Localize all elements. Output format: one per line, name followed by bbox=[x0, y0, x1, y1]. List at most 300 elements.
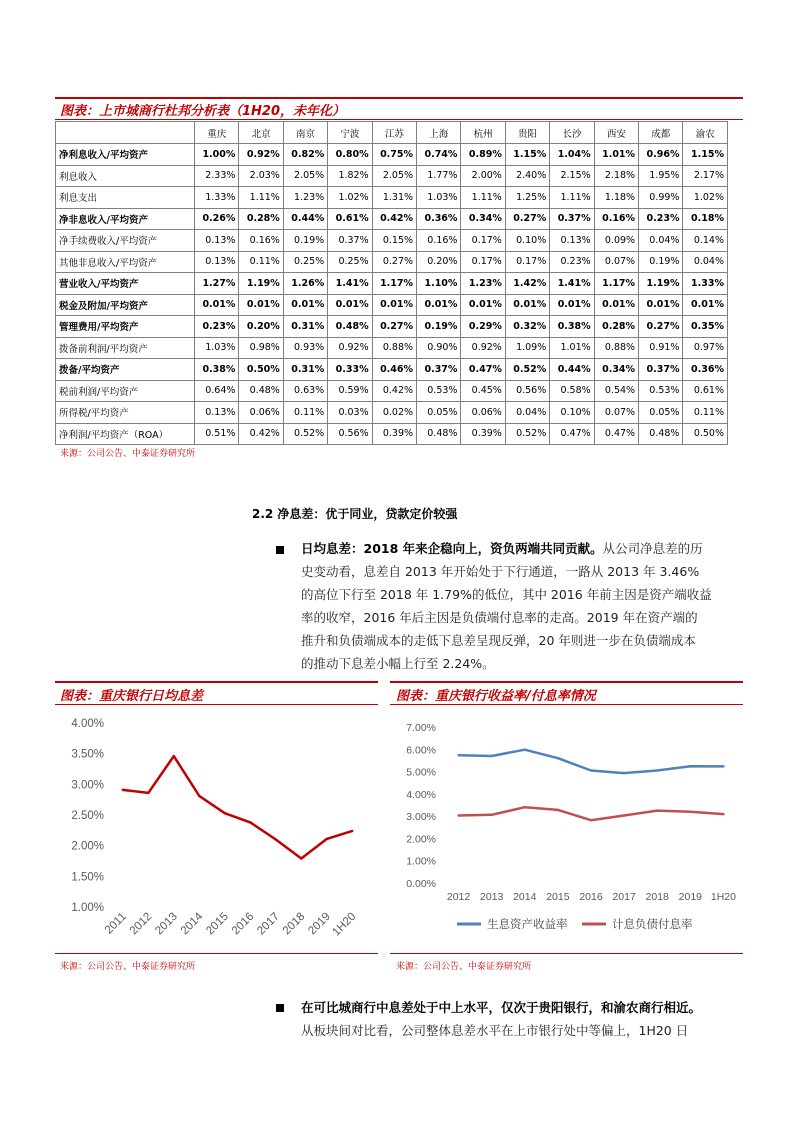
table-cell: 0.27% bbox=[372, 316, 416, 338]
table-cell: 2.03% bbox=[239, 165, 283, 187]
column-header: 江苏 bbox=[372, 122, 416, 144]
table-cell: 0.88% bbox=[594, 337, 638, 359]
table-cell: 0.01% bbox=[639, 294, 683, 316]
table-cell: 0.31% bbox=[283, 316, 327, 338]
x-tick-label: 2012 bbox=[446, 891, 471, 903]
table-cell: 0.01% bbox=[372, 294, 416, 316]
data-point bbox=[623, 772, 625, 774]
table-row bbox=[56, 423, 728, 445]
table-cell: 0.38% bbox=[550, 316, 594, 338]
row-label: 所得税/平均资产 bbox=[56, 402, 195, 424]
table-cell: 0.17% bbox=[505, 251, 549, 273]
table-cell: 0.10% bbox=[505, 230, 549, 252]
row-label: 拨备前利润/平均资产 bbox=[56, 337, 195, 359]
table-cell: 1.42% bbox=[505, 273, 549, 295]
table-row bbox=[56, 251, 728, 273]
table-cell: 0.48% bbox=[239, 380, 283, 402]
table-row bbox=[56, 316, 728, 338]
table-row bbox=[56, 402, 728, 424]
table-cell: 0.97% bbox=[683, 337, 728, 359]
table-cell: 1.01% bbox=[594, 144, 638, 166]
table-cell: 2.05% bbox=[372, 165, 416, 187]
y-tick-label: 1.00% bbox=[71, 902, 104, 914]
table-cell: 1.03% bbox=[195, 337, 239, 359]
table-cell: 0.93% bbox=[283, 337, 327, 359]
table-cell: 0.33% bbox=[328, 359, 372, 381]
table-cell: 2.33% bbox=[195, 165, 239, 187]
table-cell: 0.13% bbox=[550, 230, 594, 252]
table-cell: 0.36% bbox=[417, 208, 461, 230]
table-cell: 0.01% bbox=[239, 294, 283, 316]
table-cell: 1.04% bbox=[550, 144, 594, 166]
dupont-table bbox=[55, 121, 728, 445]
column-header: 西安 bbox=[594, 122, 638, 144]
legend-label: 计息负债付息率 bbox=[612, 919, 693, 931]
table-cell: 0.92% bbox=[461, 337, 505, 359]
table-cell: 0.07% bbox=[594, 251, 638, 273]
table-cell: 0.17% bbox=[461, 230, 505, 252]
table-cell: 0.47% bbox=[550, 423, 594, 445]
row-label: 其他非息收入/平均资产 bbox=[56, 251, 195, 273]
table-cell: 0.28% bbox=[239, 208, 283, 230]
row-label: 营业收入/平均资产 bbox=[56, 273, 195, 295]
nim-line-chart bbox=[55, 705, 378, 948]
table-cell: 0.01% bbox=[328, 294, 372, 316]
y-tick-label: 3.00% bbox=[406, 811, 436, 824]
table-cell: 1.09% bbox=[505, 337, 549, 359]
table-cell: 1.17% bbox=[372, 273, 416, 295]
table-cell: 1.77% bbox=[417, 165, 461, 187]
table-row bbox=[56, 359, 728, 381]
table-cell: 0.37% bbox=[328, 230, 372, 252]
table-cell: 0.01% bbox=[283, 294, 327, 316]
column-header: 渝农 bbox=[683, 122, 728, 144]
table-row bbox=[56, 187, 728, 209]
x-tick-label: 1H20 bbox=[710, 891, 736, 903]
table-title-rule bbox=[55, 119, 743, 120]
table-title: 图表：上市城商行杜邦分析表（1H20，未年化） bbox=[60, 104, 346, 119]
table-cell: 1.03% bbox=[417, 187, 461, 209]
table-cell: 0.48% bbox=[639, 423, 683, 445]
table-cell: 0.16% bbox=[239, 230, 283, 252]
table-cell: 0.16% bbox=[594, 208, 638, 230]
table-cell: 0.98% bbox=[239, 337, 283, 359]
x-tick-label: 2011 bbox=[102, 910, 129, 937]
table-cell: 0.44% bbox=[550, 359, 594, 381]
table-cell: 0.34% bbox=[594, 359, 638, 381]
table-cell: 0.48% bbox=[328, 316, 372, 338]
table-cell: 1.02% bbox=[328, 187, 372, 209]
table-cell: 0.17% bbox=[461, 251, 505, 273]
table-cell: 1.11% bbox=[461, 187, 505, 209]
table-cell: 0.80% bbox=[328, 144, 372, 166]
table-cell: 0.20% bbox=[417, 251, 461, 273]
x-tick-label: 2019 bbox=[678, 891, 703, 903]
table-cell: 0.47% bbox=[461, 359, 505, 381]
table-cell: 2.40% bbox=[505, 165, 549, 187]
table-cell: 0.61% bbox=[328, 208, 372, 230]
x-tick-label: 2019 bbox=[306, 910, 333, 938]
table-header-row bbox=[56, 122, 728, 144]
row-label: 利息支出 bbox=[56, 187, 195, 209]
table-cell: 1.31% bbox=[372, 187, 416, 209]
data-point bbox=[490, 814, 492, 816]
series-line bbox=[123, 756, 352, 858]
column-header: 宁波 bbox=[328, 122, 372, 144]
column-header: 北京 bbox=[239, 122, 283, 144]
table-row bbox=[56, 165, 728, 187]
table-cell: 0.02% bbox=[372, 402, 416, 424]
table-cell: 0.05% bbox=[639, 402, 683, 424]
data-point bbox=[351, 830, 353, 832]
table-cell: 0.06% bbox=[239, 402, 283, 424]
table-cell: 2.15% bbox=[550, 165, 594, 187]
column-header: 贵阳 bbox=[505, 122, 549, 144]
table-cell: 0.52% bbox=[505, 359, 549, 381]
table-cell: 1.17% bbox=[594, 273, 638, 295]
row-label: 税前利润/平均资产 bbox=[56, 380, 195, 402]
data-point bbox=[524, 749, 526, 751]
table-cell: 1.15% bbox=[505, 144, 549, 166]
x-tick-label: 2017 bbox=[612, 891, 636, 903]
data-point bbox=[689, 810, 691, 812]
table-cell: 0.48% bbox=[417, 423, 461, 445]
table-cell: 0.01% bbox=[550, 294, 594, 316]
data-point bbox=[198, 795, 200, 797]
table-cell: 0.11% bbox=[283, 402, 327, 424]
table-cell: 0.42% bbox=[372, 208, 416, 230]
table-cell: 0.53% bbox=[639, 380, 683, 402]
table-cell: 0.91% bbox=[639, 337, 683, 359]
x-tick-label: 2018 bbox=[645, 891, 669, 903]
table-cell: 0.03% bbox=[328, 402, 372, 424]
table-row bbox=[56, 230, 728, 252]
table-cell: 0.75% bbox=[372, 144, 416, 166]
table-row bbox=[56, 144, 728, 166]
para-lead: 在可比城商行中息差处于中上水平，仅次于贵阳银行，和渝农商行相近。 bbox=[301, 1000, 702, 1015]
data-point bbox=[300, 857, 302, 859]
data-point bbox=[590, 769, 592, 771]
data-point bbox=[623, 814, 625, 816]
y-tick-label: 2.00% bbox=[71, 840, 104, 853]
table-cell: 1.25% bbox=[505, 187, 549, 209]
table-cell: 0.11% bbox=[683, 402, 728, 424]
row-label: 净利润/平均资产（ROA） bbox=[56, 423, 195, 445]
table-cell: 2.17% bbox=[683, 165, 728, 187]
x-tick-label: 2018 bbox=[280, 910, 308, 938]
table-cell: 1.41% bbox=[550, 273, 594, 295]
table-cell: 0.19% bbox=[639, 251, 683, 273]
table-cell: 1.95% bbox=[639, 165, 683, 187]
table-cell: 0.05% bbox=[417, 402, 461, 424]
data-point bbox=[457, 814, 459, 816]
table-cell: 0.16% bbox=[417, 230, 461, 252]
x-tick-label: 2012 bbox=[127, 910, 155, 938]
table-cell: 0.36% bbox=[683, 359, 728, 381]
table-cell: 0.92% bbox=[328, 337, 372, 359]
y-tick-label: 1.00% bbox=[406, 855, 436, 868]
y-tick-label: 3.50% bbox=[71, 748, 104, 761]
table-cell: 0.74% bbox=[417, 144, 461, 166]
table-cell: 1.23% bbox=[283, 187, 327, 209]
table-source: 来源：公司公告、中泰证券研究所 bbox=[60, 449, 196, 459]
data-point bbox=[722, 813, 724, 815]
table-cell: 0.44% bbox=[283, 208, 327, 230]
table-cell: 0.23% bbox=[550, 251, 594, 273]
table-cell: 0.25% bbox=[283, 251, 327, 273]
table-cell: 1.11% bbox=[550, 187, 594, 209]
table-top-rule bbox=[55, 97, 743, 99]
data-point bbox=[722, 765, 724, 767]
data-point bbox=[490, 755, 492, 757]
chart-right-title: 图表：重庆银行收益率/付息率情况 bbox=[396, 689, 596, 704]
row-label: 净手续费收入/平均资产 bbox=[56, 230, 195, 252]
table-cell: 0.35% bbox=[683, 316, 728, 338]
table-cell: 2.18% bbox=[594, 165, 638, 187]
table-row bbox=[56, 273, 728, 295]
paragraph-peer-comparison bbox=[301, 996, 741, 1042]
table-cell: 0.06% bbox=[461, 402, 505, 424]
table-cell: 0.46% bbox=[372, 359, 416, 381]
table-cell: 0.39% bbox=[372, 423, 416, 445]
table-cell: 0.56% bbox=[328, 423, 372, 445]
table-cell: 0.89% bbox=[461, 144, 505, 166]
x-tick-label: 2014 bbox=[513, 891, 537, 903]
table-cell: 0.13% bbox=[195, 402, 239, 424]
row-label: 管理费用/平均资产 bbox=[56, 316, 195, 338]
table-cell: 0.38% bbox=[195, 359, 239, 381]
para-line-text: 从公司净息差的历 bbox=[602, 541, 703, 556]
table-cell: 0.47% bbox=[594, 423, 638, 445]
table-cell: 0.34% bbox=[461, 208, 505, 230]
data-point bbox=[557, 809, 559, 811]
x-tick-label: 2015 bbox=[204, 910, 231, 938]
table-cell: 0.29% bbox=[461, 316, 505, 338]
table-cell: 0.19% bbox=[283, 230, 327, 252]
row-label: 拨备/平均资产 bbox=[56, 359, 195, 381]
para-line: 率的收窄，2016 年后主因是负债端付息率的走高。2019 年在资产端的 bbox=[301, 610, 698, 625]
column-header: 成都 bbox=[639, 122, 683, 144]
series-line bbox=[459, 807, 724, 820]
table-cell: 1.41% bbox=[328, 273, 372, 295]
y-tick-label: 0.00% bbox=[406, 878, 436, 890]
chart-left-top-rule bbox=[55, 681, 378, 683]
table-cell: 0.20% bbox=[239, 316, 283, 338]
table-cell: 0.61% bbox=[683, 380, 728, 402]
table-cell: 2.00% bbox=[461, 165, 505, 187]
chart-right-bottom-rule bbox=[390, 953, 743, 954]
table-cell: 0.23% bbox=[195, 316, 239, 338]
data-point bbox=[122, 789, 124, 791]
table-cell: 0.01% bbox=[594, 294, 638, 316]
table-cell: 1.33% bbox=[195, 187, 239, 209]
data-point bbox=[656, 809, 658, 811]
x-tick-label: 2016 bbox=[229, 910, 257, 938]
table-corner-cell bbox=[56, 122, 195, 144]
table-cell: 0.11% bbox=[239, 251, 283, 273]
table-cell: 0.42% bbox=[372, 380, 416, 402]
table-cell: 0.50% bbox=[239, 359, 283, 381]
para-line bbox=[301, 537, 739, 560]
column-header: 长沙 bbox=[550, 122, 594, 144]
table-cell: 0.52% bbox=[283, 423, 327, 445]
table-cell: 0.01% bbox=[417, 294, 461, 316]
table-cell: 0.88% bbox=[372, 337, 416, 359]
table-cell: 0.27% bbox=[639, 316, 683, 338]
para-line: 推升和负债端成本的走低下息差呈现反弹，20 年则进一步在负债端成本 bbox=[301, 633, 696, 648]
row-label: 税金及附加/平均资产 bbox=[56, 294, 195, 316]
data-point bbox=[590, 819, 592, 821]
table-cell: 1.10% bbox=[417, 273, 461, 295]
para-line bbox=[301, 996, 741, 1019]
table-cell: 0.31% bbox=[283, 359, 327, 381]
data-point bbox=[656, 769, 658, 771]
paragraph-net-interest-margin bbox=[301, 537, 739, 675]
data-point bbox=[249, 821, 251, 823]
row-label: 净非息收入/平均资产 bbox=[56, 208, 195, 230]
table-cell: 0.13% bbox=[195, 230, 239, 252]
para-lead: 日均息差：2018 年来企稳向上，资负两端共同贡献。 bbox=[301, 541, 603, 556]
table-cell: 0.25% bbox=[328, 251, 372, 273]
table-cell: 0.51% bbox=[195, 423, 239, 445]
table-cell: 0.92% bbox=[239, 144, 283, 166]
y-tick-label: 3.00% bbox=[71, 779, 104, 792]
x-tick-label: 2017 bbox=[255, 910, 282, 938]
column-header: 重庆 bbox=[195, 122, 239, 144]
table-cell: 1.82% bbox=[328, 165, 372, 187]
x-tick-label: 2013 bbox=[153, 910, 180, 938]
table-row bbox=[56, 208, 728, 230]
table-cell: 1.15% bbox=[683, 144, 728, 166]
section-heading: 2.2 净息差：优于同业，贷款定价较强 bbox=[252, 507, 458, 521]
y-tick-label: 5.00% bbox=[406, 766, 436, 779]
table-cell: 0.14% bbox=[683, 230, 728, 252]
table-cell: 0.45% bbox=[461, 380, 505, 402]
data-point bbox=[224, 812, 226, 814]
table-cell: 0.96% bbox=[639, 144, 683, 166]
table-cell: 0.10% bbox=[550, 402, 594, 424]
table-cell: 0.04% bbox=[505, 402, 549, 424]
table-cell: 0.82% bbox=[283, 144, 327, 166]
y-tick-label: 2.00% bbox=[406, 833, 436, 846]
x-tick-label: 2015 bbox=[546, 891, 570, 903]
table-cell: 1.18% bbox=[594, 187, 638, 209]
table-cell: 0.90% bbox=[417, 337, 461, 359]
x-tick-label: 1H20 bbox=[330, 910, 359, 939]
para-line: 的推动下息差小幅上行至 2.24%。 bbox=[301, 656, 495, 671]
table-cell: 0.37% bbox=[550, 208, 594, 230]
chart-left-source: 来源：公司公告、中泰证券研究所 bbox=[60, 962, 196, 972]
table-cell: 0.64% bbox=[195, 380, 239, 402]
table-cell: 0.19% bbox=[417, 316, 461, 338]
chart-right-top-rule bbox=[390, 681, 743, 683]
table-cell: 0.27% bbox=[505, 208, 549, 230]
table-cell: 0.04% bbox=[639, 230, 683, 252]
data-point bbox=[147, 792, 149, 794]
table-cell: 1.27% bbox=[195, 273, 239, 295]
y-tick-label: 1.50% bbox=[71, 871, 104, 884]
table-row bbox=[56, 294, 728, 316]
table-cell: 0.18% bbox=[683, 208, 728, 230]
table-cell: 0.15% bbox=[372, 230, 416, 252]
table-cell: 0.50% bbox=[683, 423, 728, 445]
column-header: 杭州 bbox=[461, 122, 505, 144]
data-point bbox=[524, 806, 526, 808]
chart-left-title: 图表：重庆银行日均息差 bbox=[60, 689, 204, 704]
table-cell: 0.59% bbox=[328, 380, 372, 402]
table-cell: 1.11% bbox=[239, 187, 283, 209]
x-tick-label: 2016 bbox=[579, 891, 603, 903]
table-cell: 0.32% bbox=[505, 316, 549, 338]
table-cell: 0.63% bbox=[283, 380, 327, 402]
chart-right-source: 来源：公司公告、中泰证券研究所 bbox=[396, 962, 532, 972]
y-tick-label: 2.50% bbox=[71, 810, 104, 822]
table-cell: 0.04% bbox=[683, 251, 728, 273]
legend-label: 生息资产收益率 bbox=[487, 919, 568, 931]
y-tick-label: 4.00% bbox=[406, 788, 436, 801]
row-label: 利息收入 bbox=[56, 165, 195, 187]
x-tick-label: 2013 bbox=[479, 891, 504, 903]
table-cell: 0.13% bbox=[195, 251, 239, 273]
table-cell: 0.23% bbox=[639, 208, 683, 230]
data-point bbox=[275, 838, 277, 840]
table-cell: 1.26% bbox=[283, 273, 327, 295]
row-label: 净利息收入/平均资产 bbox=[56, 144, 195, 166]
table-cell: 1.19% bbox=[239, 273, 283, 295]
table-cell: 0.39% bbox=[461, 423, 505, 445]
para-line: 的高位下行至 2018 年 1.79%的低位，其中 2016 年前主因是资产端收益 bbox=[301, 587, 712, 602]
table-cell: 0.99% bbox=[639, 187, 683, 209]
table-cell: 0.01% bbox=[505, 294, 549, 316]
table-cell: 1.02% bbox=[683, 187, 728, 209]
y-tick-label: 4.00% bbox=[71, 718, 104, 730]
bullet-marker bbox=[276, 1004, 284, 1012]
table-cell: 0.58% bbox=[550, 380, 594, 402]
data-point bbox=[457, 754, 459, 756]
table-cell: 0.52% bbox=[505, 423, 549, 445]
column-header: 上海 bbox=[417, 122, 461, 144]
table-cell: 0.37% bbox=[417, 359, 461, 381]
table-cell: 1.23% bbox=[461, 273, 505, 295]
chart-left-bottom-rule bbox=[55, 953, 378, 954]
x-tick-label: 2014 bbox=[178, 910, 206, 938]
table-cell: 0.54% bbox=[594, 380, 638, 402]
table-cell: 0.07% bbox=[594, 402, 638, 424]
y-tick-label: 6.00% bbox=[406, 744, 436, 757]
table-cell: 1.01% bbox=[550, 337, 594, 359]
table-cell: 0.37% bbox=[639, 359, 683, 381]
table-cell: 0.09% bbox=[594, 230, 638, 252]
data-point bbox=[689, 765, 691, 767]
y-tick-label: 7.00% bbox=[406, 722, 436, 734]
table-cell: 0.42% bbox=[239, 423, 283, 445]
table-cell: 2.05% bbox=[283, 165, 327, 187]
table-cell: 1.33% bbox=[683, 273, 728, 295]
para-line: 史变动看，息差自 2013 年开始处于下行通道，一路从 2013 年 3.46% bbox=[301, 564, 700, 579]
table-cell: 0.01% bbox=[461, 294, 505, 316]
table-cell: 0.27% bbox=[372, 251, 416, 273]
data-point bbox=[557, 757, 559, 759]
column-header: 南京 bbox=[283, 122, 327, 144]
data-point bbox=[326, 838, 328, 840]
para-line: 从板块间对比看，公司整体息差水平在上市银行处中等偏上，1H20 日 bbox=[301, 1023, 689, 1038]
table-cell: 0.26% bbox=[195, 208, 239, 230]
table-cell: 0.56% bbox=[505, 380, 549, 402]
table-cell: 0.01% bbox=[683, 294, 728, 316]
table-cell: 0.28% bbox=[594, 316, 638, 338]
table-cell: 1.00% bbox=[195, 144, 239, 166]
table-cell: 1.19% bbox=[639, 273, 683, 295]
